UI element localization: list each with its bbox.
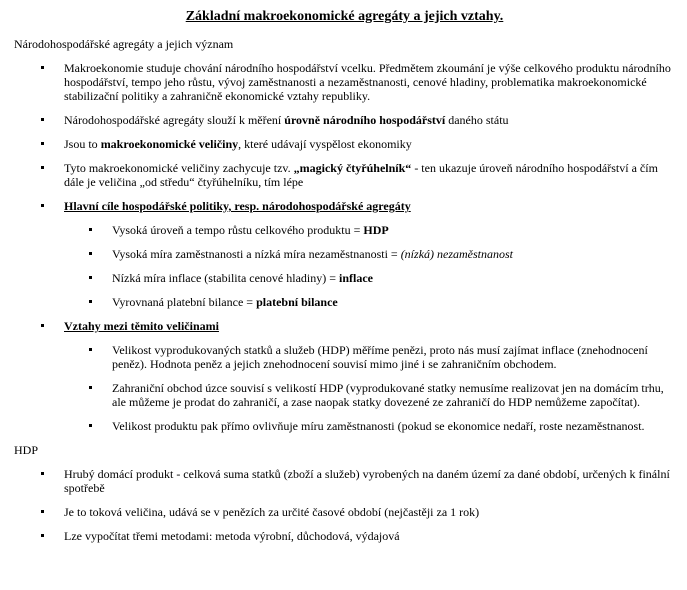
bullet-text: - ten ukazuje úroveň národního hospodářství a čím dále je veličina „od středu“ čtyřúhelníku, tím lépe: [64, 161, 658, 189]
bullet-text: Tyto makroekonomické veličiny zachycuje tzv.: [64, 161, 294, 175]
bullet-item-hlavni-cile-heading: [14, 199, 675, 213]
bullet-icon: [41, 166, 44, 169]
bullet-text-bold: „magický čtyřúhelník“: [293, 161, 412, 175]
bullet-item-hdp-cil: [14, 223, 675, 237]
bullet-item-bilance-cil: [14, 295, 675, 309]
bullet-text-italic: (nízká) nezaměstnanost: [400, 247, 514, 261]
bullet-item-veliciny: [14, 137, 675, 151]
bullet-icon: [41, 534, 44, 537]
bullet-text-bold: HDP: [363, 223, 389, 237]
bullet-icon: [89, 424, 92, 427]
bullet-text: Nízká míra inflace (stabilita cenové hladiny) =: [112, 271, 340, 285]
bullet-text: Vysoká míra zaměstnanosti a nízká míra nezaměstnanosti =: [112, 247, 401, 261]
bullet-text: Velikost produktu pak přímo ovlivňuje míru zaměstnanosti (pokud se ekonomice nedaří, roste nezaměstnanost.: [112, 419, 645, 433]
bullet-text: Národohospodářské agregáty slouží k měření: [64, 113, 285, 127]
bullet-text: Hrubý domácí produkt - celková suma statků (zboží a služeb) vyrobených na daném území za dané období, určených k finální spotřebě: [64, 467, 670, 495]
bullet-heading-text: Vztahy mezi těmito veličinami: [64, 319, 219, 333]
bullet-item-velikost-statku: [14, 343, 675, 371]
bullet-item-zahranicni-obchod: [14, 381, 675, 409]
bullet-text: Je to toková veličina, udává se v penězích za určité časové období (nejčastěji za 1 rok): [64, 505, 480, 519]
bullet-icon: [41, 204, 44, 207]
bullet-icon: [89, 386, 92, 389]
bullet-text: Jsou to: [64, 137, 101, 151]
bullet-text-bold: inflace: [339, 271, 374, 285]
bullet-item-agregaty-mereni: [14, 113, 675, 127]
bullet-text: Zahraniční obchod úzce souvisí s velikostí HDP (vyprodukované statky nemusíme realizovat jen na domácím trhu, ale můžeme je prodat do zahraničí, a zase naopak statky dovezené ze zahraničí do HDP nemůžeme započítat).: [112, 381, 664, 409]
bullet-item-hruby-domaci-produkt: [14, 467, 675, 495]
bullet-icon: [89, 276, 92, 279]
bullet-text: Makroekonomie studuje chování národního hospodářství vcelku. Předmětem zkoumání je výše celkového produktu národního hospodářství, tempo jeho růstu, vývoj zaměstnanosti a nezaměstnanosti, cenové hladiny, problematika makroekonomické stabilizační politiky a zahraničně ekonomické vztahy republiky.: [64, 61, 671, 103]
bullet-item-vztahy-heading: [14, 319, 675, 333]
bullet-text: Lze vypočítat třemi metodami: metoda výrobní, důchodová, výdajová: [64, 529, 400, 543]
bullet-text: Velikost vyprodukovaných statků a služeb (HDP) měříme penězi, proto nás musí zajímat inflace (znehodnocení peněz). Hodnota peněz a jejich znehodnocení souvisí mimo jiné i se zahraničním obchodem.: [112, 343, 648, 371]
bullet-text-bold: makroekonomické veličiny: [100, 137, 239, 151]
bullet-item-makroekonomie: [14, 61, 675, 103]
bullet-text: daného státu: [445, 113, 509, 127]
bullet-item-nezamestnanost-cil: [14, 247, 675, 261]
bullet-text-bold: úrovně národního hospodářství: [284, 113, 446, 127]
bullet-icon: [41, 510, 44, 513]
bullet-item-tokova-velicina: [14, 505, 675, 519]
bullet-icon: [41, 66, 44, 69]
bullet-text-bold: platební bilance: [256, 295, 338, 309]
bullet-icon: [41, 472, 44, 475]
bullet-icon: [89, 228, 92, 231]
bullet-item-tri-metody: [14, 529, 675, 543]
bullet-icon: [89, 348, 92, 351]
bullet-icon: [89, 252, 92, 255]
bullet-icon: [41, 118, 44, 121]
bullet-icon: [41, 142, 44, 145]
bullet-item-ctyruhelnik: [14, 161, 675, 189]
section-heading-hdp: HDP: [14, 443, 39, 457]
page-title: Základní makroekonomické agregáty a jejich vztahy.: [185, 9, 504, 24]
bullet-text: Vysoká úroveň a tempo růstu celkového produktu =: [112, 223, 364, 237]
bullet-icon: [41, 324, 44, 327]
bullet-item-inflace-cil: [14, 271, 675, 285]
bullet-heading-text: Hlavní cíle hospodářské politiky, resp. národohospodářské agregáty: [64, 199, 411, 213]
bullet-item-velikost-produktu: [14, 419, 675, 433]
bullet-text: Vyrovnaná platební bilance =: [112, 295, 257, 309]
bullet-icon: [89, 300, 92, 303]
section-heading-agregaty: Národohospodářské agregáty a jejich význam: [14, 37, 234, 51]
bullet-text: , které udávají vyspělost ekonomiky: [238, 137, 412, 151]
